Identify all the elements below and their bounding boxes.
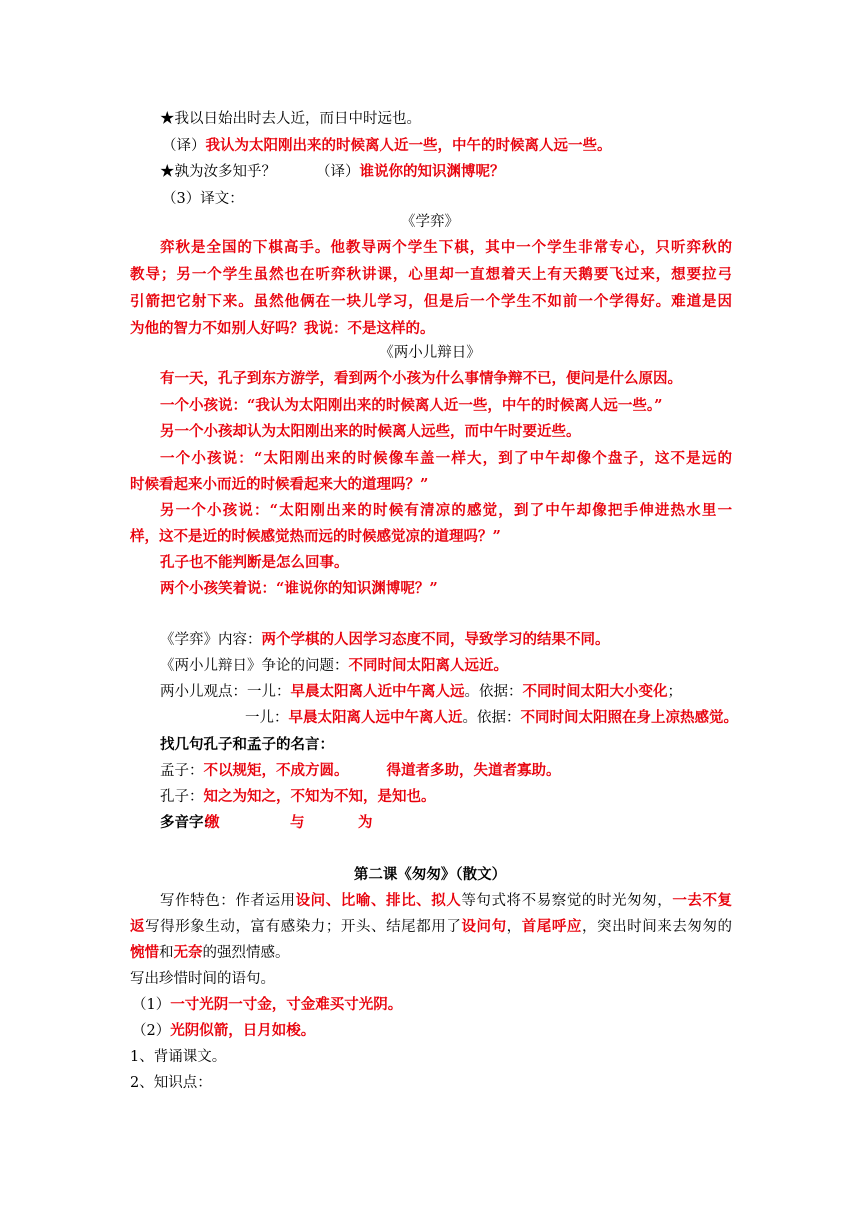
summary-liangxiao: 《两小儿辩日》争论的问题：不同时间太阳离人远近。 xyxy=(160,657,508,674)
xueyi-title: 《学弈》 xyxy=(401,214,459,230)
translation-text-1: 我认为太阳刚出来的时候离人近一些，中午的时候离人远一些。 xyxy=(205,137,612,154)
lesson2-title: 第二课《匆匆》（散文） xyxy=(353,866,507,883)
cherish-quote-1: （1）一寸光阴一寸金，寸金难买寸光阴。 xyxy=(132,996,403,1013)
liangxiao-line: 时候看起来小而近的时候看起来大的道理吗？” xyxy=(130,476,429,493)
mengzi-quotes: 孟子：不以规矩，不成方圆。 得道者多助，失道者寡助。 xyxy=(160,762,561,779)
polyphonic-char: 与 xyxy=(290,814,305,831)
summary-view-1: 两小儿观点：一儿：早晨太阳离人近中午离人远。依据：不同时间太阳大小变化； xyxy=(160,683,682,700)
cherish-heading: 写出珍惜时间的语句。 xyxy=(130,971,275,987)
list-item-knowledge: 2、知识点： xyxy=(130,1075,212,1091)
summary-view-2: 一儿：早晨太阳离人远中午离人近。依据：不同时间太阳照在身上凉热感觉。 xyxy=(245,709,738,726)
cherish-quote-2: （2）光阴似箭，日月如梭。 xyxy=(132,1022,316,1039)
xueyi-line: 弈秋是全国的下棋高手。他教导两个学生下棋，其中一个学生非常专心，只听弈秋的 xyxy=(160,239,732,256)
translation-heading: （3）译文： xyxy=(162,191,244,207)
liangxiao-line: 另一个小孩却认为太阳刚出来的时候离人远些，而中午时要近些。 xyxy=(160,423,581,440)
liangxiao-line: 一个小孩说：“我认为太阳刚出来的时候离人近一些，中午的时候离人远一些。” xyxy=(160,397,663,414)
translation-text-2: 谁说你的知识渊博呢？ xyxy=(359,163,505,180)
translation-line-1: （译）我认为太阳刚出来的时候离人近一些，中午的时候离人远一些。 xyxy=(162,137,612,154)
kongzi-quote: 孔子：知之为知之，不知为不知，是知也。 xyxy=(160,788,436,805)
liangxiao-line: 一个小孩说：“太阳刚出来的时候像车盖一样大，到了中午却像个盘子，这不是远的 xyxy=(160,450,732,467)
features-line-2: 返写得形象生动，富有感染力；开头、结尾都用了设问句，首尾呼应，突出时间来去匆匆的 xyxy=(130,918,733,935)
liangxiao-title: 《两小儿辩日》 xyxy=(379,345,481,361)
liangxiao-line: 两个小孩笑着说：“谁说你的知识渊博呢？” xyxy=(160,580,438,597)
classical-sentence-1: ★我以日始出时去人近，而日中时远也。 xyxy=(160,111,421,127)
quotes-heading: 找几句孔子和孟子的名言： xyxy=(160,736,334,753)
features-line-3: 惋惜和无奈的强烈情感。 xyxy=(130,944,290,961)
liangxiao-line: 有一天，孔子到东方游学，看到两个小孩为什么事情争辩不已，便问是什么原因。 xyxy=(160,370,682,387)
liangxiao-line: 另一个小孩说：“太阳刚出来的时候有清凉的感觉，到了中午却像把手伸进热水里一 xyxy=(160,502,732,519)
summary-xueyi: 《学弈》内容：两个学棋的人因学习态度不同，导致学习的结果不同。 xyxy=(160,631,610,648)
xueyi-line: 教导；另一个学生虽然也在听弈秋讲课，心里却一直想着天上有天鹅要飞过来，想要拉弓 xyxy=(130,266,732,283)
classical-sentence-2: ★孰为汝多知乎？ （译）谁说你的知识渊博呢？ xyxy=(160,163,505,180)
liangxiao-line: 样，这不是近的时候感觉热而远的时候感觉凉的道理吗？” xyxy=(130,528,501,545)
xueyi-line: 引箭把它射下来。虽然他俩在一块儿学习，但是后一个学生不如前一个学得好。难道是因 xyxy=(130,293,732,310)
liangxiao-line: 孔子也不能判断是怎么回事。 xyxy=(160,554,349,571)
polyphonic-char: 缴 xyxy=(205,814,220,831)
xueyi-line: 为他的智力不如别人好吗？我说：不是这样的。 xyxy=(130,320,435,337)
list-item-recite: 1、背诵课文。 xyxy=(130,1049,227,1065)
polyphonic-char: 为 xyxy=(358,814,373,831)
polyphonic-chars: 多音字: 缴 与 为 xyxy=(160,814,373,831)
features-line-1: 写作特色：作者运用设问、比喻、排比、拟人等句式将不易察觉的时光匆匆，一去不复 xyxy=(160,892,733,909)
